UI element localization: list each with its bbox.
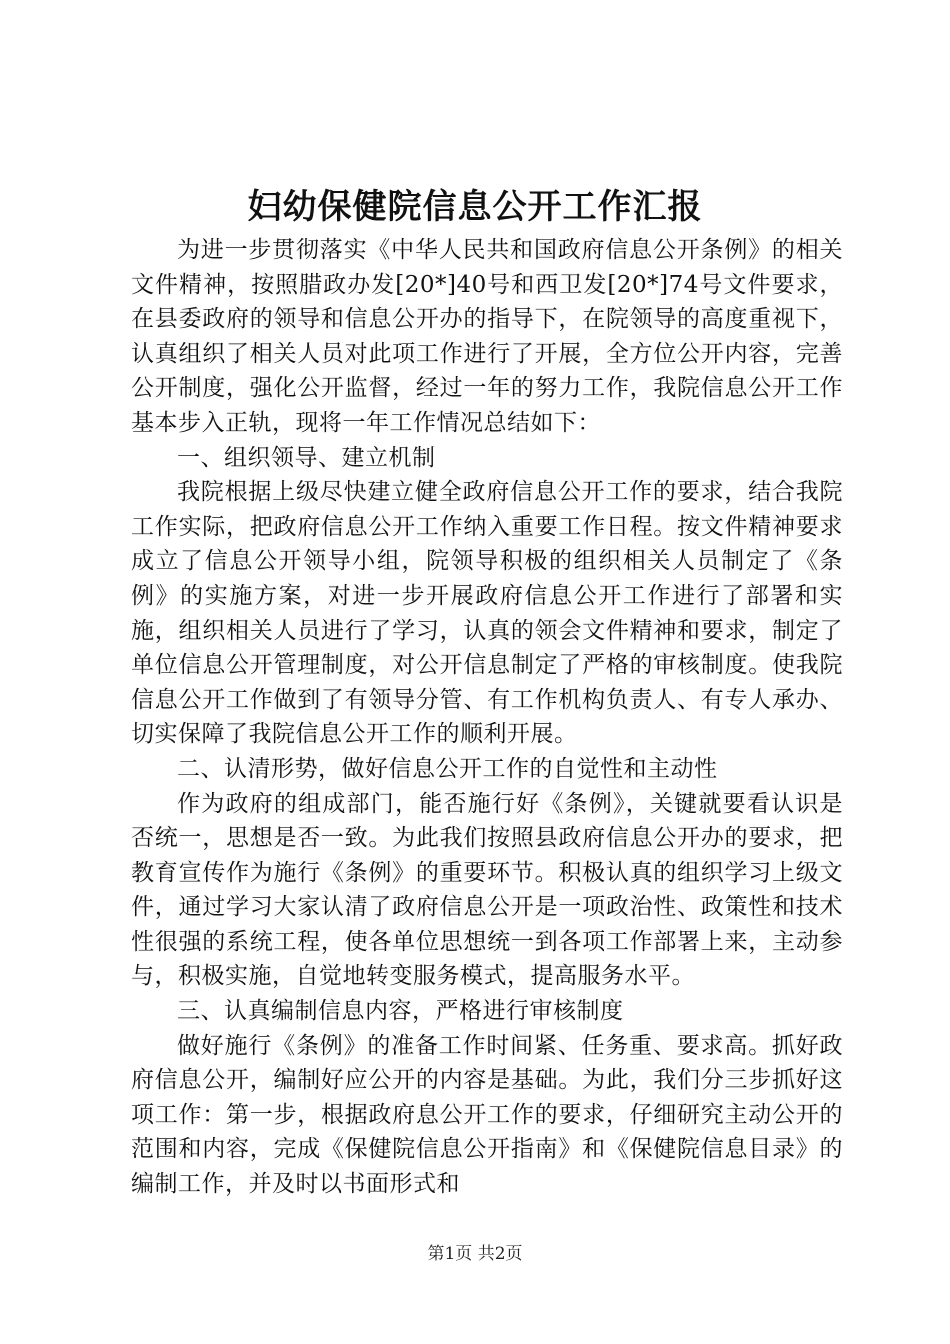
section-1-paragraph: 我院根据上级尽快建立健全政府信息公开工作的要求，结合我院工作实际，把政府信息公开工作纳入重要工作日程。按文件精神要求成立了信息公开领导小组，院领导积极的组织相关人员制定了《条例》的实施方案，对进一步开展政府信息公开工作进行了部署和实施，组织相关人员进行了学习，认真的领会文件精神和要求，制定了单位信息公开管理制度，对公开信息制定了严格的审核制度。使我院信息公开工作做到了有领导分管、有工作机构负责人、有专人承办、切实保障了我院信息公开工作的顺利开展。 bbox=[131, 479, 843, 748]
section-3-paragraph: 做好施行《条例》的准备工作时间紧、任务重、要求高。抓好政府信息公开，编制好应公开的内容是基础。为此，我们分三步抓好这项工作：第一步，根据政府息公开工作的要求，仔细研究主动公开的范围和内容，完成《保健院信息公开指南》和《保健院信息目录》的编制工作，并及时以书面形式和 bbox=[131, 1032, 843, 1198]
section-2-paragraph: 作为政府的组成部门，能否施行好《条例》，关键就要看认识是否统一，思想是否一致。为此我们按照县政府信息公开办的要求，把教育宣传作为施行《条例》的重要环节。积极认真的组织学习上级文件，通过学习大家认清了政府信息公开是一项政治性、政策性和技术性很强的系统工程，使各单位思想统一到各项工作部署上来，主动参与，积极实施，自觉地转变服务模式，提高服务水平。 bbox=[131, 790, 843, 990]
section-heading-2: 二、认清形势，做好信息公开工作的自觉性和主动性 bbox=[177, 755, 718, 782]
document-title: 妇幼保健院信息公开工作汇报 bbox=[247, 187, 703, 227]
page-number-footer: 第1页 共2页 bbox=[427, 1244, 523, 1264]
section-heading-3: 三、认真编制信息内容，严格进行审核制度 bbox=[177, 998, 624, 1025]
document-body bbox=[131, 233, 843, 1202]
intro-paragraph: 为进一步贯彻落实《中华人民共和国政府信息公开条例》的相关文件精神，按照腊政办发[20*]40号和西卫发[20*]74号文件要求，在县委政府的领导和信息公开办的指导下，在院领导的高度重视下，认真组织了相关人员对此项工作进行了开展，全方位公开内容，完善公开制度，强化公开监督，经过一年的努力工作，我院信息公开工作基本步入正轨，现将一年工作情况总结如下： bbox=[131, 237, 843, 436]
section-heading-1: 一、组织领导、建立机制 bbox=[177, 444, 436, 471]
